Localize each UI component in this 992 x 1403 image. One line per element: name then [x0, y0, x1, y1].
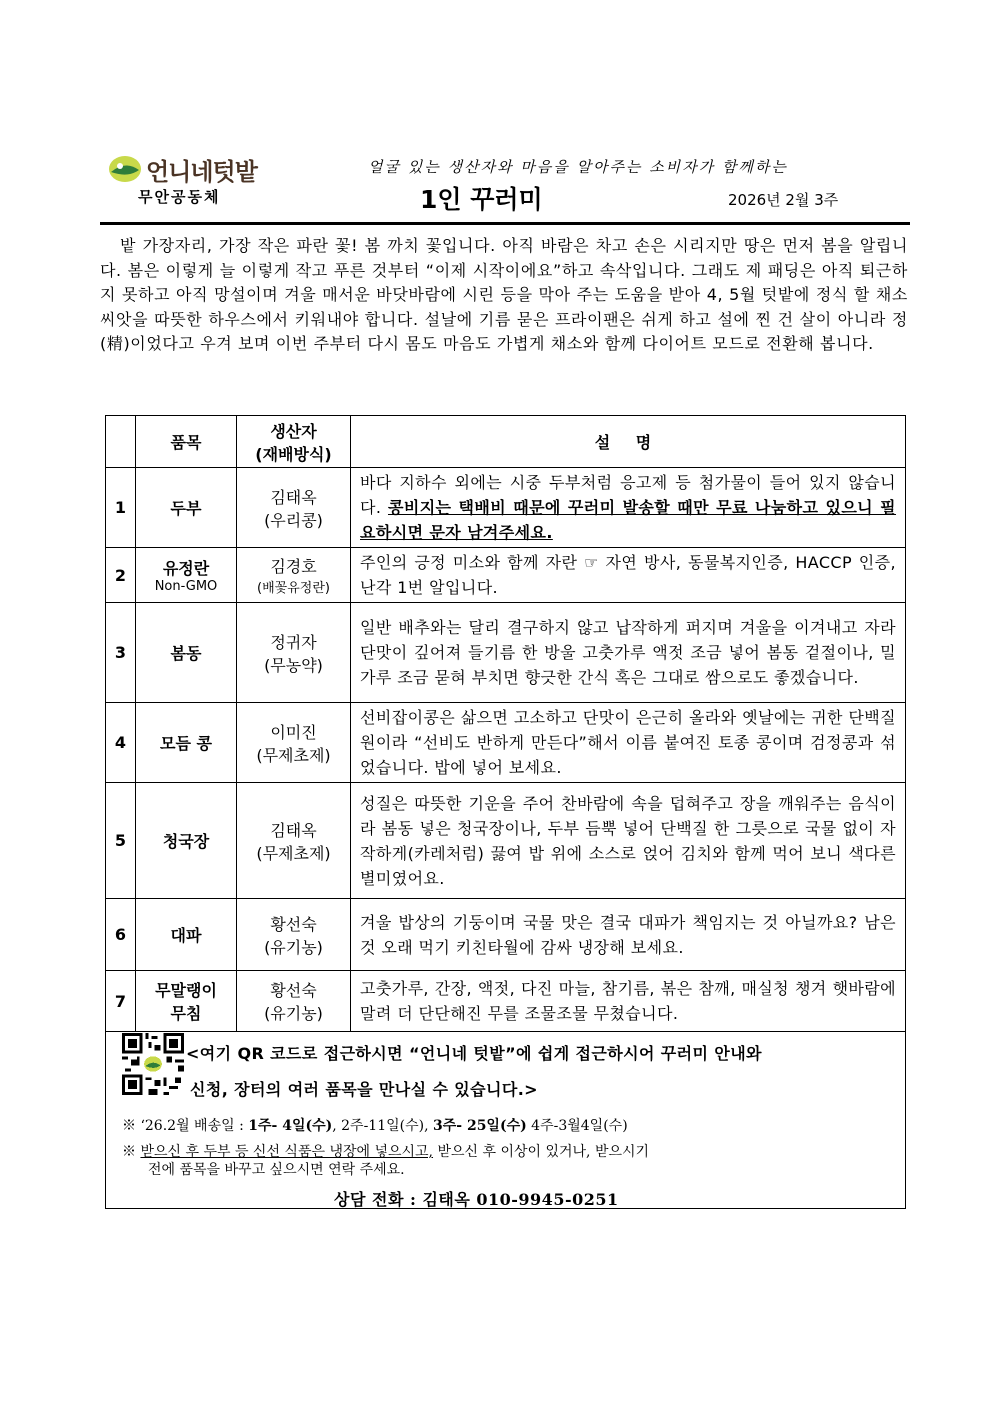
- producer-name: 황선숙: [270, 981, 317, 1000]
- storage-note-line2: 전에 품목을 바꾸고 싶으시면 연락 주세요.: [148, 1162, 405, 1178]
- row-number: 4: [106, 703, 136, 783]
- logo-subtitle: 무안공동체: [138, 188, 221, 206]
- description-text: 일반 배추와는 달리 결구하지 않고 납작하게 퍼지며 겨울을 이겨내고 자라 단맛이 깊어져 들기름 한 방울 고춧가루 액젓 조금 넣어 봄동 겉절이나, 밀가루 조금 묻혀 부치면 향긋한 간식 혹은 그대로 쌈으로도 좋겠습니다.: [351, 603, 906, 703]
- producer-name: 김경호: [270, 557, 317, 576]
- producer-cell: [237, 783, 351, 899]
- row-number: 2: [106, 548, 136, 603]
- producer-cell: [237, 548, 351, 603]
- row-number: 5: [106, 783, 136, 899]
- table-row: [106, 971, 906, 1032]
- row-number: 3: [106, 603, 136, 703]
- tagline: 얼굴 있는 생산자와 마음을 알아주는 소비자가 함께하는: [368, 158, 788, 176]
- producer-name: 황선숙: [270, 914, 317, 934]
- item-name: 청국장: [136, 783, 237, 899]
- producer-cell: [237, 703, 351, 783]
- header-description-label: 설 명: [594, 433, 662, 452]
- table-row: [106, 783, 906, 899]
- cultivation-method: (우리콩): [264, 510, 323, 530]
- item-name: 봄동: [136, 603, 237, 703]
- leaf-logo-icon: [108, 154, 142, 184]
- issue-date: 2026년 2월 3주: [728, 191, 839, 209]
- contact-phone: 상담 전화 : 김태옥 010-9945-0251: [334, 1190, 619, 1209]
- item-name: 대파: [136, 899, 237, 971]
- table-row: [106, 703, 906, 783]
- producer-cell: [237, 468, 351, 548]
- logo-text: 언니네텃밭: [146, 157, 257, 186]
- description-text: 성질은 따뜻한 기운을 주어 찬바람에 속을 덥혀주고 장을 깨워주는 음식이라 봄동 넣은 청국장이나, 두부 듬뿍 넣어 단백질 한 그릇으로 국물 없이 자작하게(카레처럼) 끓여 밥 위에 소스로 얹어 김치와 함께 먹어 보니 색다른 별미였어요.: [351, 783, 906, 899]
- qr-instructions-line1: <여기 QR 코드로 접근하시면 “언니네 텃밭”에 쉽게 접근하시어 꾸러미 안내와: [186, 1044, 762, 1063]
- table-row: [106, 603, 906, 703]
- storage-note-highlight: 받으신 후 두부 등 신선 식품은 냉장에 넣으시고,: [140, 1144, 434, 1160]
- producer-cell: [237, 603, 351, 703]
- producer-name: 정귀자: [270, 632, 317, 652]
- header-producer: [237, 416, 351, 468]
- description-highlight: 콩비지는 택배비 때문에 꾸러미 발송할 때만 무료 나눔하고 있으니 필요하시면 문자 남겨주세요.: [360, 498, 897, 542]
- header-no: [106, 416, 136, 468]
- row-number: 7: [106, 971, 136, 1032]
- description-cell: [351, 468, 906, 548]
- header-producer-line2: (재배방식): [255, 444, 332, 464]
- producer-name: 김태옥: [270, 487, 317, 507]
- description-text: 겨울 밥상의 기둥이며 국물 맛은 결국 대파가 책임지는 것 아닐까요? 남은 것 오래 먹기 키친타월에 감싸 냉장해 보세요.: [351, 899, 906, 971]
- header-producer-line1: 생산자: [270, 421, 317, 441]
- producer-cell: [237, 899, 351, 971]
- producer-cell: [237, 971, 351, 1032]
- storage-note-prefix: ※: [122, 1144, 141, 1160]
- delivery-prefix: ※ ‘26.2월 배송일 :: [122, 1118, 249, 1134]
- page-title: 1인 꾸러미: [420, 185, 543, 214]
- cultivation-method: (유기농): [264, 937, 323, 957]
- table-row: [106, 468, 906, 548]
- item-subtitle: 무침: [170, 1004, 202, 1023]
- description-text: 주인의 긍정 미소와 함께 자란 ☞ 자연 방사, 동물복지인증, HACCP 인증, 난각 1번 알입니다.: [351, 548, 906, 603]
- header-item: 품목: [136, 416, 237, 468]
- item-name: 모듬 콩: [136, 703, 237, 783]
- description-text: 고춧가루, 간장, 액젓, 다진 마늘, 참기름, 볶은 참깨, 매실청 챙겨 햇바람에 말려 더 단단해진 무를 조물조물 무쳤습니다.: [351, 971, 906, 1032]
- qr-instructions-line2: 신청, 장터의 여러 품목을 만나실 수 있습니다.>: [190, 1080, 538, 1099]
- qr-code-icon[interactable]: [122, 1033, 184, 1095]
- row-number: 6: [106, 899, 136, 971]
- intro-paragraph: 밭 가장자리, 가장 작은 파란 꽃! 봄 까치 꽃입니다. 아직 바람은 차고 손은 시리지만 땅은 먼저 봄을 알립니다. 봄은 이렇게 늘 이렇게 작고 푸른 것부터 “이제 시작이에요”하고 속삭입니다. 그래도 제 패딩은 아직 퇴근하지 못하고 아직 망설이며 겨울 매서운 바닷바람에 시린 등을 막아 주는 도움을 받아 4, 5월 텃밭에 정식 할 채소 씨앗을 따뜻한 하우스에서 키워내야 합니다. 설날에 기름 묻은 프라이팬은 쉬게 하고 설에 찐 건 살이 아니라 정(精)이었다고 우겨 보며 이번 주부터 다시 몸도 마음도 가볍게 채소와 함께 다이어트 모드로 전환해 봅니다.: [100, 236, 908, 353]
- item-name: 무말랭이: [155, 981, 217, 1000]
- cultivation-method: (무농약): [264, 655, 323, 675]
- description-text: 선비잡이콩은 삶으면 고소하고 단맛이 은근히 올라와 옛날에는 귀한 단백질원이라 “선비도 반하게 만든다”해서 이름 붙여진 토종 콩이며 검정콩과 섞었습니다. 밥에 넣어 보세요.: [351, 703, 906, 783]
- storage-note: [122, 1141, 649, 1161]
- item-cell: [136, 548, 237, 603]
- table-header-row: [106, 416, 906, 468]
- delivery-schedule: [122, 1115, 628, 1135]
- item-name: 두부: [136, 468, 237, 548]
- delivery-week1: 1주- 4일(수): [248, 1118, 333, 1134]
- produce-table: [105, 415, 906, 1032]
- table-row: [106, 899, 906, 971]
- cultivation-method: (무제초제): [256, 745, 331, 765]
- description-text: 바다 지하수 외에는 시중 두부처럼 응고제 등 첨가물이 들어 있지 않습니다.: [360, 473, 896, 517]
- row-number: 1: [106, 468, 136, 548]
- producer-name: 김태옥: [270, 820, 317, 840]
- delivery-week4: 4주-3월4일(수): [526, 1118, 628, 1134]
- item-name: 유정란: [162, 559, 210, 578]
- item-subtitle: Non-GMO: [154, 579, 218, 594]
- delivery-week2: , 2주-11일(수),: [332, 1118, 433, 1134]
- header-description: [351, 416, 906, 468]
- cultivation-method: (무제초제): [256, 843, 331, 863]
- logo: [108, 152, 268, 210]
- cultivation-method: (배꽃유정란): [257, 581, 330, 596]
- cultivation-method: (유기농): [264, 1004, 323, 1023]
- item-cell: [136, 971, 237, 1032]
- producer-name: 이미진: [270, 722, 317, 742]
- footer-notice: [105, 1027, 906, 1209]
- table-row: [106, 548, 906, 603]
- delivery-week3: 3주- 25일(수): [433, 1118, 527, 1134]
- storage-note-rest: 받으신 후 이상이 있거나, 받으시기: [433, 1144, 650, 1160]
- header-divider: [100, 222, 910, 225]
